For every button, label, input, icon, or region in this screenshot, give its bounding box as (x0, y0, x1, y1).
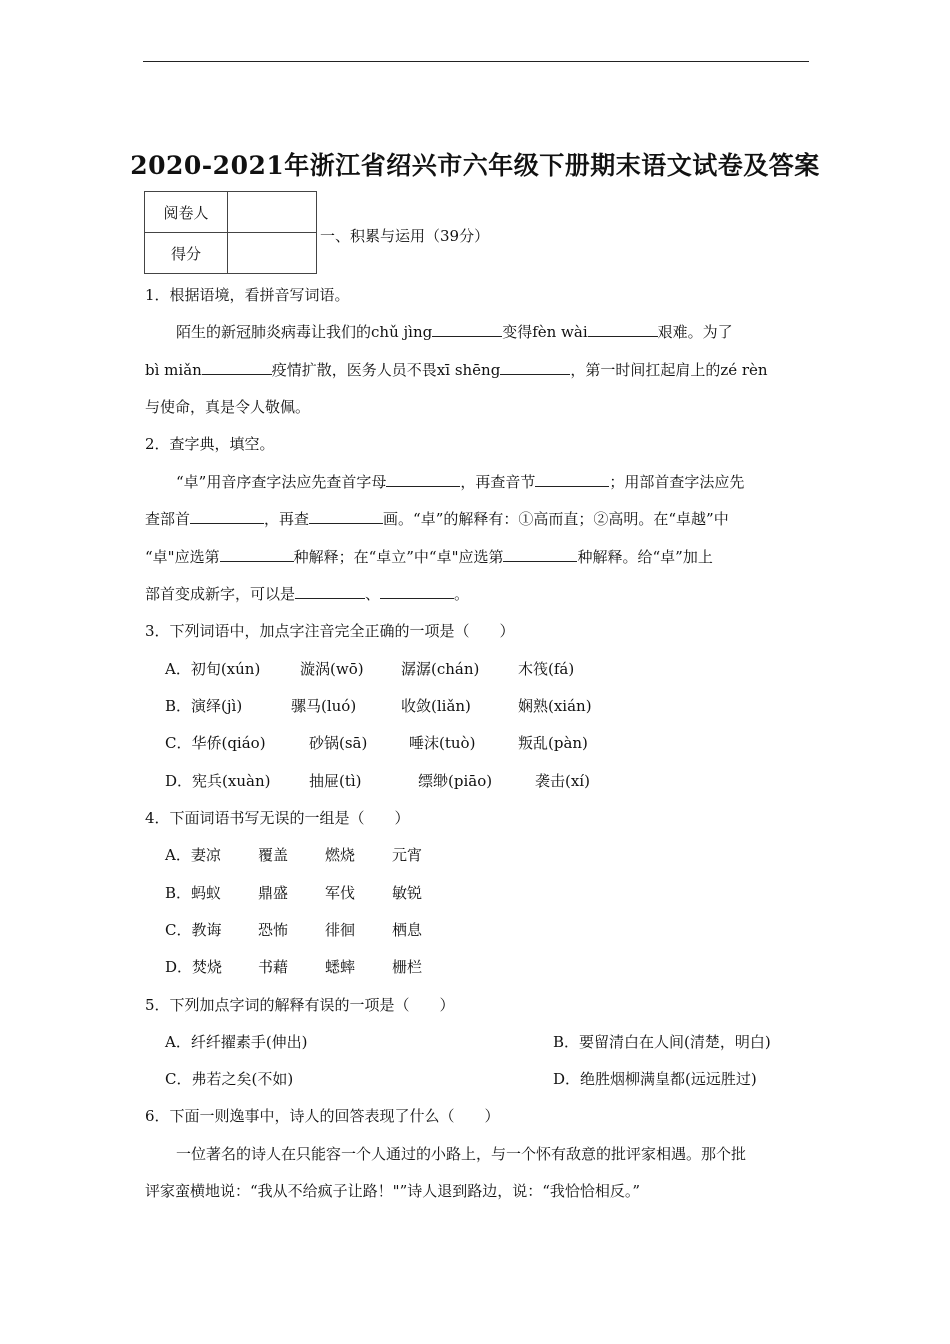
q4-option-d-word: 栅栏 (392, 958, 423, 976)
q3-option-a: A．初旬(xún) (165, 660, 261, 678)
answer-blank (380, 584, 454, 599)
q4-option-b-word: 鼎盛 (258, 884, 289, 902)
q3-option-b-word: 娴熟(xián) (518, 697, 592, 715)
q5-option-c: C．弗若之矣(不如) (165, 1070, 294, 1088)
q4-option-c-word: 恐怖 (258, 921, 289, 939)
q4-option-d-word: 蟋蟀 (325, 958, 356, 976)
q3-option-c-word: 砂锅(sā) (309, 734, 368, 752)
score-cell (228, 233, 317, 274)
q5-option-a: A．纤纤擢素手(伸出) (165, 1033, 308, 1051)
q3-stem: 3．下列词语中，加点字注音完全正确的一项是（ ） (145, 622, 515, 640)
q6-stem: 6．下面一则逸事中，诗人的回答表现了什么（ ） (145, 1107, 500, 1125)
answer-blank (588, 322, 658, 337)
q4-option-a-word: 元宵 (392, 846, 423, 864)
q5-option-b: B．要留清白在人间(清楚，明白) (553, 1033, 771, 1051)
q4-option-b: B．蚂蚁 (165, 884, 222, 902)
q2-line2: 查部首 ，再查 画。“卓”的解释有：①高而直；②高明。在“卓越”中 (145, 510, 729, 528)
answer-blank (295, 584, 365, 599)
q4-option-b-word: 军伐 (325, 884, 356, 902)
q3-option-d-word: 缥缈(piāo) (418, 772, 493, 790)
reviewer-cell (228, 192, 317, 233)
q3-option-c-word: 唾沫(tuò) (409, 734, 476, 752)
q1-line3: 与使命，真是令人敬佩。 (145, 398, 311, 416)
q4-option-b-word: 敏锐 (392, 884, 423, 902)
q3-option-c: C．华侨(qiáo) (165, 734, 266, 752)
q3-option-d-word: 袭击(xí) (535, 772, 590, 790)
reviewer-label: 阅卷人 (145, 192, 228, 233)
answer-blank (503, 547, 577, 562)
q2-stem: 2．查字典，填空。 (145, 435, 275, 453)
answer-blank (309, 509, 383, 524)
q3-option-b: B．演绎(jì) (165, 697, 243, 715)
q5-option-d: D．绝胜烟柳满皇都(远远胜过) (553, 1070, 757, 1088)
answer-blank (220, 547, 294, 562)
q3-option-a-word: 木筏(fá) (518, 660, 575, 678)
q1-line1: 陌生的新冠肺炎病毒让我们的chǔ jìng 变得fèn wài 艰难。为了 (176, 323, 733, 341)
q3-option-d-word: 抽屉(tì) (309, 772, 362, 790)
answer-blank (386, 472, 460, 487)
q3-option-a-word: 潺潺(chán) (401, 660, 480, 678)
answer-blank (202, 360, 272, 375)
header-rule (143, 61, 809, 62)
q4-option-a-word: 覆盖 (258, 846, 289, 864)
q2-line1: “卓”用音序查字法应先查首字母 ，再查音节 ；用部首查字法应先 (176, 473, 745, 491)
answer-blank (500, 360, 570, 375)
answer-blank (190, 509, 264, 524)
answer-blank (432, 322, 502, 337)
q4-option-c-word: 栖息 (392, 921, 423, 939)
q2-line4: 部首变成新字，可以是 、 。 (145, 585, 470, 603)
q4-option-d-word: 书藉 (258, 958, 289, 976)
q3-option-d: D．宪兵(xuàn) (165, 772, 271, 790)
q5-stem: 5．下列加点字词的解释有误的一项是（ ） (145, 996, 455, 1014)
q6-passage-line2: 评家蛮横地说：“我从不给疯子让路！"”诗人退到路边，说：“我恰恰相反。” (145, 1182, 641, 1200)
q4-option-a: A．妻凉 (165, 846, 221, 864)
section-heading: 一、积累与运用（39分） (320, 227, 490, 245)
q4-stem: 4．下面词语书写无误的一组是（ ） (145, 809, 410, 827)
q2-line3: “卓"应选第 种解释；在“卓立”中“卓"应选第 种解释。给“卓”加上 (145, 548, 713, 566)
page-title: 2020-2021年浙江省绍兴市六年级下册期末语文试卷及答案 (130, 151, 820, 180)
q4-option-c-word: 徘徊 (325, 921, 356, 939)
score-table (144, 191, 317, 274)
q3-option-b-word: 收敛(liǎn) (401, 697, 471, 715)
q4-option-c: C．教诲 (165, 921, 222, 939)
answer-blank (535, 472, 609, 487)
q3-option-a-word: 漩涡(wō) (300, 660, 364, 678)
score-label: 得分 (145, 233, 228, 274)
q3-option-c-word: 叛乱(pàn) (518, 734, 588, 752)
q1-line2: bì miǎn 疫情扩散，医务人员不畏xī shēng ，第一时间扛起肩上的zé rèn (145, 361, 768, 379)
q4-option-a-word: 燃烧 (325, 846, 356, 864)
q4-option-d: D．焚烧 (165, 958, 223, 976)
q6-passage-line1: 一位著名的诗人在只能容一个人通过的小路上，与一个怀有敌意的批评家相遇。那个批 (176, 1145, 747, 1163)
q1-stem: 1．根据语境，看拼音写词语。 (145, 286, 350, 304)
q3-option-b-word: 骡马(luó) (291, 697, 357, 715)
